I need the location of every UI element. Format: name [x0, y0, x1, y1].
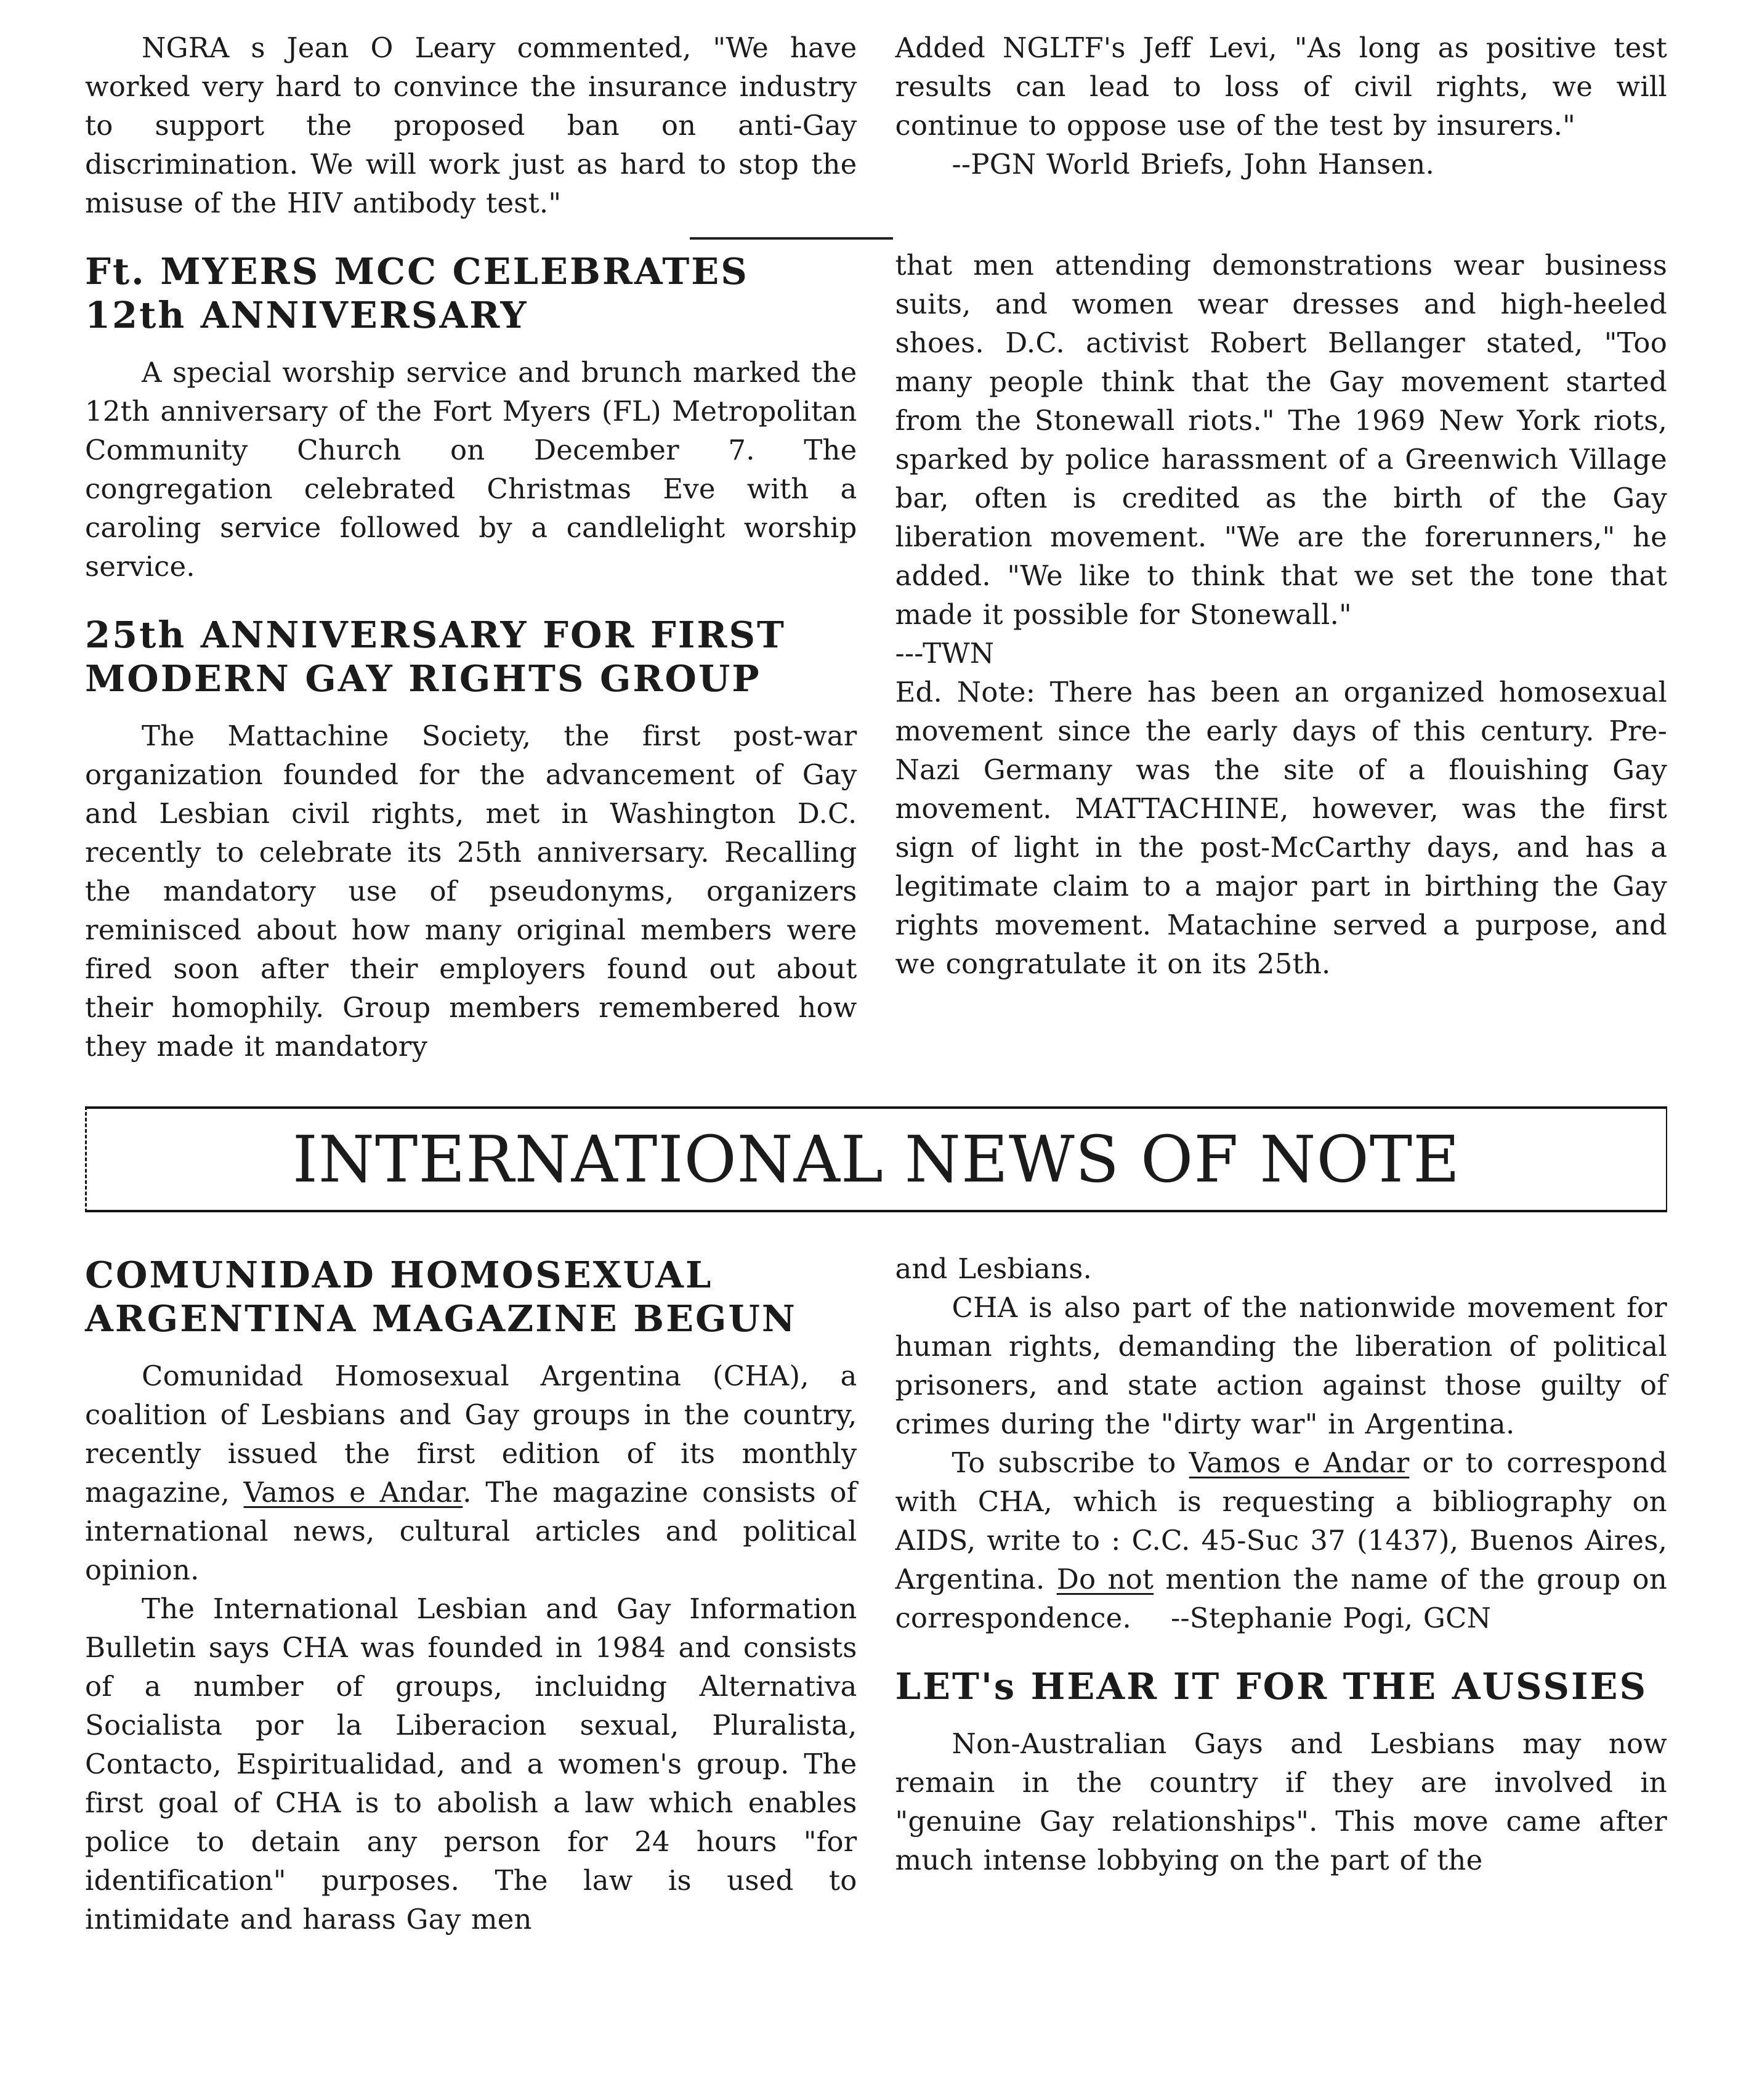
- do-not-underlined: Do not: [1056, 1563, 1154, 1595]
- top-continuation-section: [85, 28, 1667, 240]
- article-credit: ---TWN: [895, 637, 995, 670]
- paragraph-text: or to correspond with CHA, which is requesting a bibliography on AIDS, write to : C.C. 45-Suc 37 (1437), Buenos Aires, Argentina.: [895, 1446, 1667, 1595]
- article-byline: --Stephanie Pogi, GCN: [1170, 1602, 1492, 1634]
- banner-title: INTERNATIONAL NEWS OF NOTE: [292, 1122, 1461, 1197]
- paragraph-text: Comunidad Homosexual Argentina (CHA), a coalition of Lesbians and Gay groups in the country, recently issued the first edition of its monthly magazine,: [85, 1360, 857, 1509]
- magazine-title-underlined: Vamos e Andar: [243, 1476, 463, 1509]
- article-paragraph: NGRA s Jean O Leary commented, "We have worked very hard to convince the insurance industry to support the proposed ban on anti-Gay discrimination. We will work just as hard to stop the misuse of the HIV antibody test.": [85, 31, 857, 219]
- top-right-column: [895, 28, 1668, 240]
- article-paragraph: CHA is also part of the nationwide movement for human rights, demanding the liberation of political prisoners, and state action against those guilty of crimes during the "dirty war" in Argentina.: [895, 1291, 1667, 1440]
- article-paragraph: [895, 1443, 1668, 1637]
- divider-line: [690, 237, 893, 240]
- paragraph-text: . The magazine consists of international news, cultural articles and political opinion.: [85, 1476, 857, 1586]
- paragraph-text: To subscribe to: [952, 1446, 1189, 1479]
- paragraph-text: mention the name of the group on correspondence.: [895, 1563, 1667, 1634]
- article-paragraph: Added NGLTF's Jeff Levi, "As long as positive test results can lead to loss of civil rights, we will continue to oppose use of the test by insurers.": [895, 31, 1667, 142]
- article-byline: --PGN World Briefs, John Hansen.: [952, 148, 1434, 180]
- international-news-section: [85, 1249, 1667, 1939]
- bottom-right-column: [895, 1249, 1668, 1939]
- article-paragraph: and Lesbians.: [895, 1252, 1093, 1285]
- headline-25th-anniversary: 25th ANNIVERSARY FOR FIRST MODERN GAY RIGHTS GROUP: [85, 614, 786, 700]
- anniversary-section: [85, 246, 1667, 1066]
- middle-left-column: [85, 246, 857, 1066]
- headline-ft-myers-mcc: Ft. MYERS MCC CELEBRATES 12th ANNIVERSARY: [85, 250, 749, 336]
- article-paragraph: The Mattachine Society, the first post-war organization founded for the advancement of Gay and Lesbian civil rights, met in Washington D.C. recently to celebrate its 25th anniversary. Recalling the mandatory use of pseudonyms, organizers reminisced about how many original members were fired soon after their employers found out about their homophily. Group members remembered how they made it mandatory: [85, 720, 857, 1063]
- editor-note-paragraph: Ed. Note: There has been an organized homosexual movement since the early days of this century. Pre-Nazi Germany was the site of a flouishing Gay movement. MATTACHINE, however, was the first sign of light in the post-McCarthy days, and has a legitimate claim to a major part in birthing the Gay rights movement. Matachine served a purpose, and we congratulate it on its 25th.: [895, 676, 1667, 980]
- article-paragraph: A special worship service and brunch marked the 12th anniversary of the Fort Myers (FL) Metropolitan Community Church on December 7. The congregation celebrated Christmas Eve with a caroling service followed by a candlelight worship service.: [85, 356, 857, 583]
- article-paragraph: [85, 1356, 857, 1589]
- section-banner: [85, 1106, 1667, 1212]
- article-paragraph: that men attending demonstrations wear business suits, and women wear dresses and high-heeled shoes. D.C. activist Robert Bellanger stated, "Too many people think that the Gay movement started from the Stonewall riots." The 1969 New York riots, sparked by police harassment of a Greenwich Village bar, often is credited as the birth of the Gay liberation movement. "We are the forerunners," he added. "We like to think that we set the tone that made it possible for Stonewall.": [895, 249, 1667, 631]
- middle-right-column: [895, 246, 1668, 1066]
- magazine-title-underlined: Vamos e Andar: [1189, 1446, 1410, 1479]
- headline-comunidad-argentina: COMUNIDAD HOMOSEXUAL ARGENTINA MAGAZINE BEGUN: [85, 1254, 797, 1340]
- headline-aussies: LET's HEAR IT FOR THE AUSSIES: [895, 1665, 1648, 1708]
- top-left-column: [85, 28, 857, 240]
- bottom-left-column: [85, 1249, 857, 1939]
- article-paragraph: The International Lesbian and Gay Information Bulletin says CHA was founded in 1984 and consists of a number of groups, incluidng Alternativa Socialista por la Liberacion sexual, Pluralista, Contacto, Espiritualidad, and a women's group. The first goal of CHA is to abolish a law which enables police to detain any person for 24 hours "for identification" purposes. The law is used to intimidate and harass Gay men: [85, 1592, 857, 1936]
- article-paragraph: Non-Australian Gays and Lesbians may now remain in the country if they are involved in "genuine Gay relationships". This move came after much intense lobbying on the part of the: [895, 1727, 1667, 1876]
